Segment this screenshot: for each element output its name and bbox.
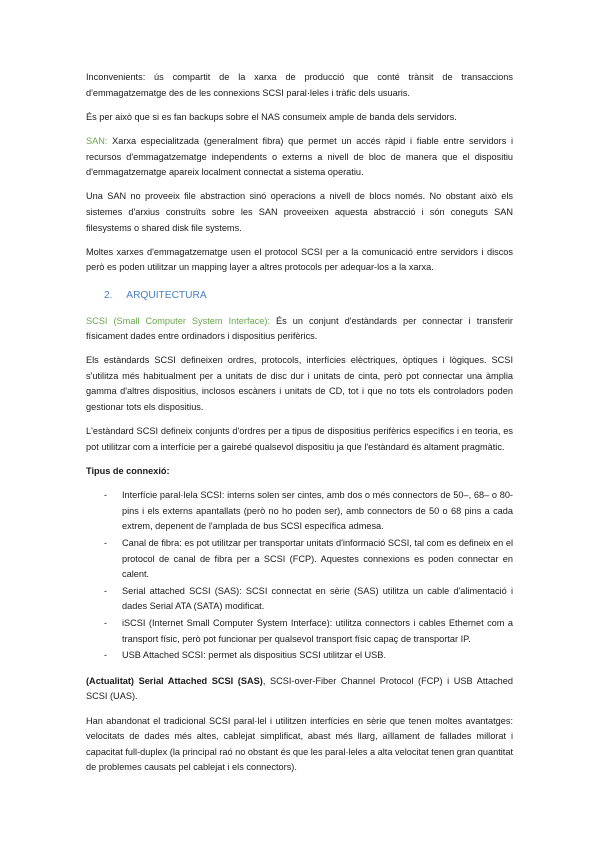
list-item bbox=[86, 648, 513, 664]
bullet-dash: - bbox=[104, 538, 108, 548]
bullet-dash: - bbox=[104, 490, 108, 501]
paragraph-current bbox=[86, 674, 513, 705]
scsi-term: SCSI (Small Computer System Interface): bbox=[86, 315, 270, 326]
san-definition: Xarxa especialitzada (generalment fibra) que permet un accés ràpid i fiable entre servidors i recursos d'emmagatzematge independents o externs a nivell de bloc de manera que el dispositiu d'emmagatzematge apareix localment connectat a sistema operatiu. bbox=[86, 135, 513, 178]
section-heading bbox=[86, 288, 513, 304]
list-item bbox=[86, 488, 513, 535]
paragraph-inconvenients: Inconvenients: ús compartit de la xarxa de producció que conté trànsit de transaccions d'emmagatzematge des de les connexions SCSI paral·leles i tràfic dels usuaris. bbox=[86, 72, 513, 98]
list-item bbox=[86, 616, 513, 647]
list-item-text: Canal de fibra: es pot utilitzar per transportar unitats d'informació SCSI, tal com es defineix en el protocol de canal de fibra per a SCSI (FCP). Aquestes connexions es poden connectar en calent. bbox=[122, 538, 513, 580]
list-item-text: USB Attached SCSI: permet als dispositius SCSI utilitzar el USB. bbox=[122, 650, 386, 661]
list-item-text: iSCSI (Internet Small Computer System Interface): utilitza connectors i cables Ethernet com a transport físic, però pot funcionar per qualsevol transport físic capaç de transportar IP. bbox=[122, 617, 513, 644]
list-item bbox=[86, 536, 513, 583]
connection-types-heading: Tipus de connexió: bbox=[86, 466, 170, 477]
paragraph-commands: L'estàndard SCSI defineix conjunts d'ordres per a tipus de dispositius perifèrics específics i en teoria, es pot utilitzar com a interfície per a gairebé qualsevol dispositiu ja que l'estàndard és altament pragmàtic. bbox=[86, 426, 513, 452]
paragraph-abandoned: Han abandonat el tradicional SCSI paral·lel i utilitzen interfícies en sèrie que tenen moltes avantatges: velocitats de dades més altes, cablejat simplificat, abast més llarg, aïllament de fallades millorat i capacitat full-duplex (la principal raó no obstant és que les paral·leles a alta velocitat tenen gran quantitat de problemes causats pel cablejat i els connectors). bbox=[86, 715, 513, 773]
paragraph-standards: Els estàndards SCSI defineixen ordres, protocols, interfícies elèctriques, òptiques i lògiques. SCSI s'utilitza més habitualment per a unitats de disc dur i unitats de cinta, però pot connectar una àmplia gamma d'altres dispositius, inclosos escàners i unitats de CD, tot i que no tots els controladors poden gestionar tots els dispositius. bbox=[86, 355, 513, 413]
paragraph-san-blocks: Una SAN no proveeix file abstraction sinó operacions a nivell de blocs només. No obstant això els sistemes d'arxius construïts sobre les SAN proveeixen aquesta abstracció i són coneguts SAN filesystems o shared disk file systems. bbox=[86, 191, 513, 233]
bullet-dash: - bbox=[104, 617, 108, 628]
paragraph-protocol: Moltes xarxes d'emmagatzematge usen el protocol SCSI per a la comunicació entre servidors i discos però es poden utilitzar un mapping layer a altres protocols per adequar-los a la xarxa. bbox=[86, 246, 513, 273]
list-item-text: Serial attached SCSI (SAS): SCSI connectat en sèrie (SAS) utilitza un cable d'alimentació i dades Serial ATA (SATA) modificat. bbox=[122, 585, 513, 612]
paragraph-backups: És per això que si es fan backups sobre el NAS consumeix ample de banda dels servidors. bbox=[86, 111, 457, 122]
section-title: ARQUITECTURA bbox=[126, 289, 207, 301]
list-item bbox=[86, 584, 513, 615]
paragraph-san bbox=[86, 134, 513, 181]
bullet-dash: - bbox=[104, 650, 108, 661]
scsi-definition-text: És un conjunt d'estàndards per connectar i transferir físicament dades entre ordinadors i dispositius perifèrics. bbox=[86, 315, 513, 342]
section-number: 2. bbox=[104, 289, 113, 301]
connection-types-list bbox=[86, 488, 513, 664]
paragraph-scsi-definition bbox=[86, 314, 513, 345]
san-term: SAN: bbox=[86, 135, 108, 146]
list-item-text: Interfície paral·lela SCSI: interns solen ser cintes, amb dos o més connectors de 50–, 68– o 80-pins i els externs apantallats (però no ho poden ser), amb connectors de 50 o 68 pins a cada extrem, depenent de l'amplada de bus SCSI específica admesa. bbox=[122, 490, 513, 532]
current-bold: (Actualitat) Serial Attached SCSI (SAS) bbox=[86, 675, 263, 686]
current-text: , SCSI-over-Fiber Channel Protocol (FCP) i USB Attached SCSI (UAS). bbox=[86, 675, 514, 702]
bullet-dash: - bbox=[104, 585, 108, 596]
